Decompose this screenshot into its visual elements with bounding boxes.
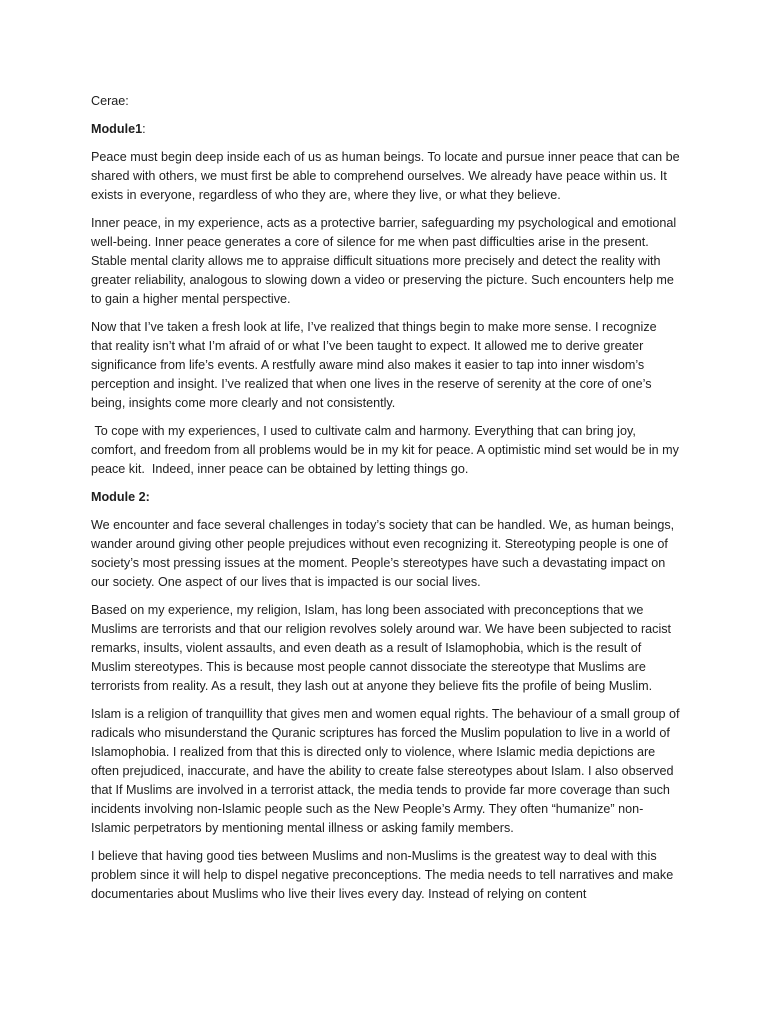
module2-paragraph-2: Based on my experience, my religion, Islam, has long been associated with preconceptions that we Muslims are terrorists and that our religion revolves solely around war. We have been subjected to racist remarks, insults, violent assaults, and even death as a result of Islamophobia, which is the result of Muslim stereotypes. This is because most people cannot dissociate the stereotype that Muslims are terrorists from reality. As a result, they lash out at anyone they believe fits the profile of being Muslim. bbox=[91, 603, 672, 693]
module2-heading: Module 2: bbox=[91, 490, 150, 504]
module2-paragraph-4: I believe that having good ties between Muslims and non-Muslims is the greatest way to deal with this problem since it will help to dispel negative preconceptions. The media needs to tell narratives and make documentaries about Muslims who live their lives every day. Instead of relying on content bbox=[91, 849, 674, 901]
module1-paragraph-3: Now that I’ve taken a fresh look at life, I’ve realized that things begin to make more sense. I recognize that reality isn’t what I’m afraid of or what I’ve been taught to expect. It allowed me to derive greater significance from life’s events. A restfully aware mind also makes it easier to tap into inner wisdom’s perception and insight. I’ve realized that when one lives in the reserve of serenity at the core of one’s being, insights come more clearly and not consistently. bbox=[91, 320, 657, 410]
module1-heading-colon: : bbox=[142, 122, 146, 136]
greeting: Cerae: bbox=[91, 94, 129, 108]
module1-paragraph-4: To cope with my experiences, I used to cultivate calm and harmony. Everything that can bring joy, comfort, and freedom from all problems would be in my kit for peace. A optimistic mind set would be in my peace kit. Indeed, inner peace can be obtained by letting things go. bbox=[91, 424, 683, 476]
module1-heading bbox=[91, 120, 681, 139]
module1-heading-text: Module1 bbox=[91, 122, 143, 136]
module1-paragraph-2: Inner peace, in my experience, acts as a protective barrier, safeguarding my psychological and emotional well-being. Inner peace generates a core of silence for me when past difficulties arise in the present. Stable mental clarity allows me to appraise difficult situations more precisely and detect the reality with greater reliability, analogous to slowing down a video or preserving the picture. Such encounters help me to gain a higher mental perspective. bbox=[91, 216, 677, 306]
module1-paragraph-1: Peace must begin deep inside each of us as human beings. To locate and pursue inner peace that can be shared with others, we must first be able to comprehend ourselves. We already have peace within us. It exists in everyone, regardless of who they are, where they live, or what they believe. bbox=[91, 150, 680, 202]
module2-paragraph-1: We encounter and face several challenges in today’s society that can be handled. We, as human beings, wander around giving other people prejudices without even recognizing it. Stereotyping people is one of society’s most pressing issues at the moment. People’s stereotypes have such a devastating impact on our society. One aspect of our lives that is impacted is our social lives. bbox=[91, 518, 675, 589]
module2-paragraph-3: Islam is a religion of tranquillity that gives men and women equal rights. The behaviour of a small group of radicals who misunderstand the Quranic scriptures has forced the Muslim population to live in a world of Islamophobia. I realized from that this is directed only to violence, where Islamic media depictions are often prejudiced, inaccurate, and have the ability to create false stereotypes about Islam. I also observed that If Muslims are involved in a terrorist attack, the media tends to provide far more coverage than such incidents involving non-Islamic people such as the New People’s Army. They often “humanize” non-Islamic perpetrators by mentioning mental illness or asking family members. bbox=[91, 707, 680, 835]
document-page bbox=[91, 92, 681, 913]
